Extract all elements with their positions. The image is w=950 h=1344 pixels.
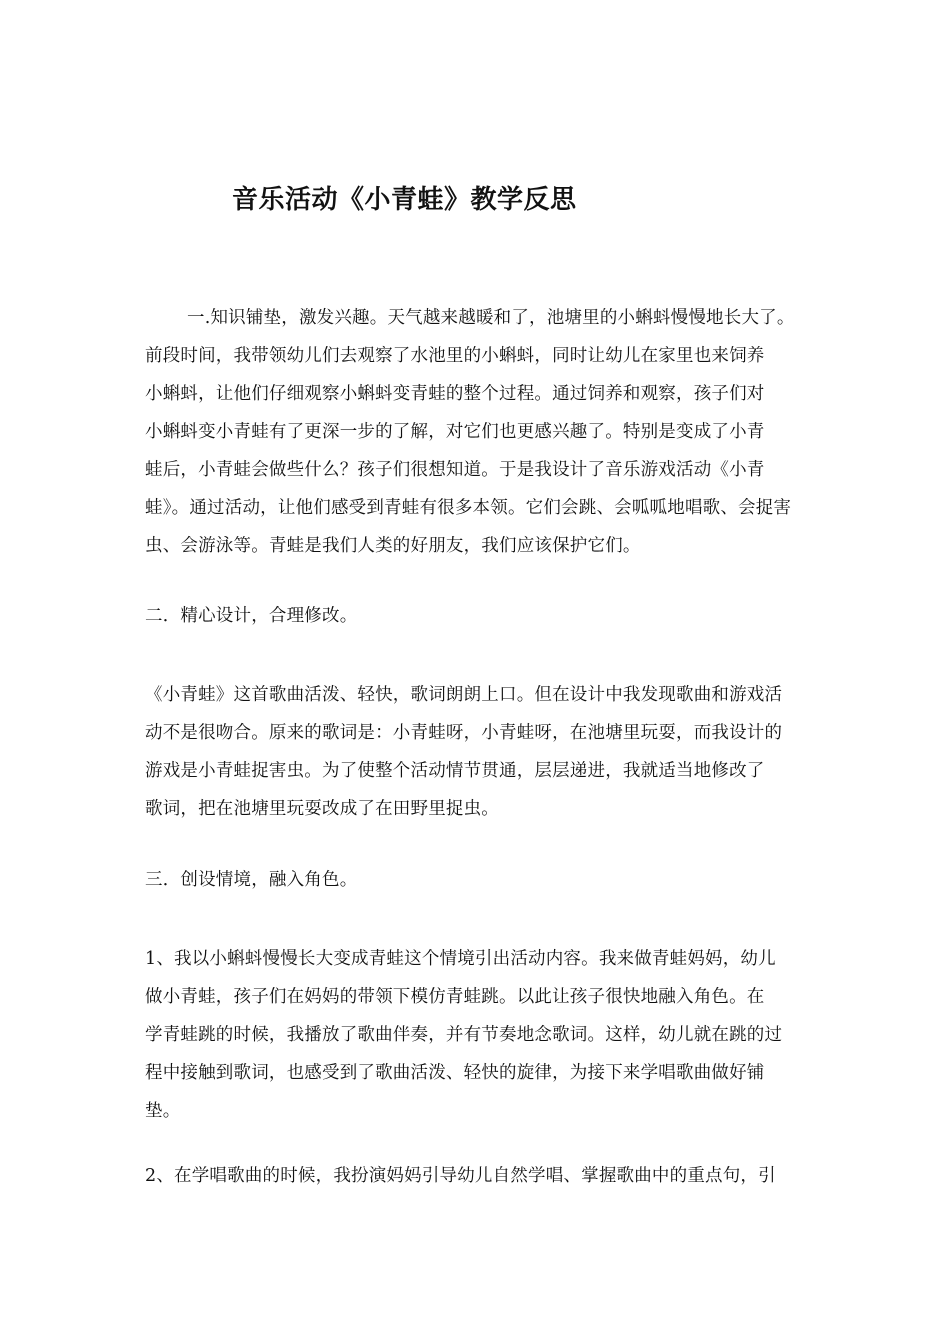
document-title: 音乐活动《小青蛙》教学反思 xyxy=(232,185,577,215)
paragraph-situation-1 xyxy=(145,940,815,1130)
paragraph-line: 游戏是小青蛙捉害虫。为了使整个活动情节贯通，层层递进，我就适当地修改了 xyxy=(145,761,765,781)
paragraph-line: 虫、会游泳等。青蛙是我们人类的好朋友，我们应该保护它们。 xyxy=(145,536,641,556)
paragraph-line: 1、我以小蝌蚪慢慢长大变成青蛙这个情境引出活动内容。我来做青蛙妈妈，幼儿 xyxy=(145,949,776,969)
paragraph-line: 垫。 xyxy=(145,1101,181,1121)
paragraph-line: 歌词，把在池塘里玩耍改成了在田野里捉虫。 xyxy=(145,799,499,819)
section-heading-design xyxy=(145,597,815,635)
paragraph-knowledge xyxy=(145,299,815,565)
paragraph-line: 2、在学唱歌曲的时候，我扮演妈妈引导幼儿自然学唱、掌握歌曲中的重点句，引 xyxy=(145,1166,776,1186)
paragraph-situation-2 xyxy=(145,1157,815,1195)
paragraph-line: 前段时间，我带领幼儿们去观察了水池里的小蝌蚪，同时让幼儿在家里也来饲养 xyxy=(145,346,765,366)
paragraph-line: 做小青蛙，孩子们在妈妈的带领下模仿青蛙跳。以此让孩子很快地融入角色。在 xyxy=(145,987,765,1007)
paragraph-design xyxy=(145,676,815,828)
paragraph-line: 《小青蛙》这首歌曲活泼、轻快，歌词朗朗上口。但在设计中我发现歌曲和游戏活 xyxy=(145,685,783,705)
paragraph-line: 小蝌蚪，让他们仔细观察小蝌蚪变青蛙的整个过程。通过饲养和观察，孩子们对 xyxy=(145,384,765,404)
paragraph-line: 蛙后，小青蛙会做些什么？孩子们很想知道。于是我设计了音乐游戏活动《小青 xyxy=(145,460,765,480)
paragraph-line: 蛙》。通过活动，让他们感受到青蛙有很多本领。它们会跳、会呱呱地唱歌、会捉害 xyxy=(145,498,792,518)
paragraph-line: 程中接触到歌词，也感受到了歌曲活泼、轻快的旋律，为接下来学唱歌曲做好铺 xyxy=(145,1063,765,1083)
paragraph-line: 一.知识铺垫，激发兴趣。天气越来越暖和了，池塘里的小蝌蚪慢慢地长大了。 xyxy=(187,308,795,328)
section-heading: 三．创设情境，融入角色。 xyxy=(145,870,358,890)
section-heading: 二．精心设计，合理修改。 xyxy=(145,606,358,626)
paragraph-line: 小蝌蚪变小青蛙有了更深一步的了解，对它们也更感兴趣了。特别是变成了小青 xyxy=(145,422,765,442)
section-heading-situation xyxy=(145,861,815,899)
paragraph-line: 学青蛙跳的时候，我播放了歌曲伴奏，并有节奏地念歌词。这样，幼儿就在跳的过 xyxy=(145,1025,783,1045)
paragraph-line: 动不是很吻合。原来的歌词是：小青蛙呀，小青蛙呀，在池塘里玩耍，而我设计的 xyxy=(145,723,783,743)
